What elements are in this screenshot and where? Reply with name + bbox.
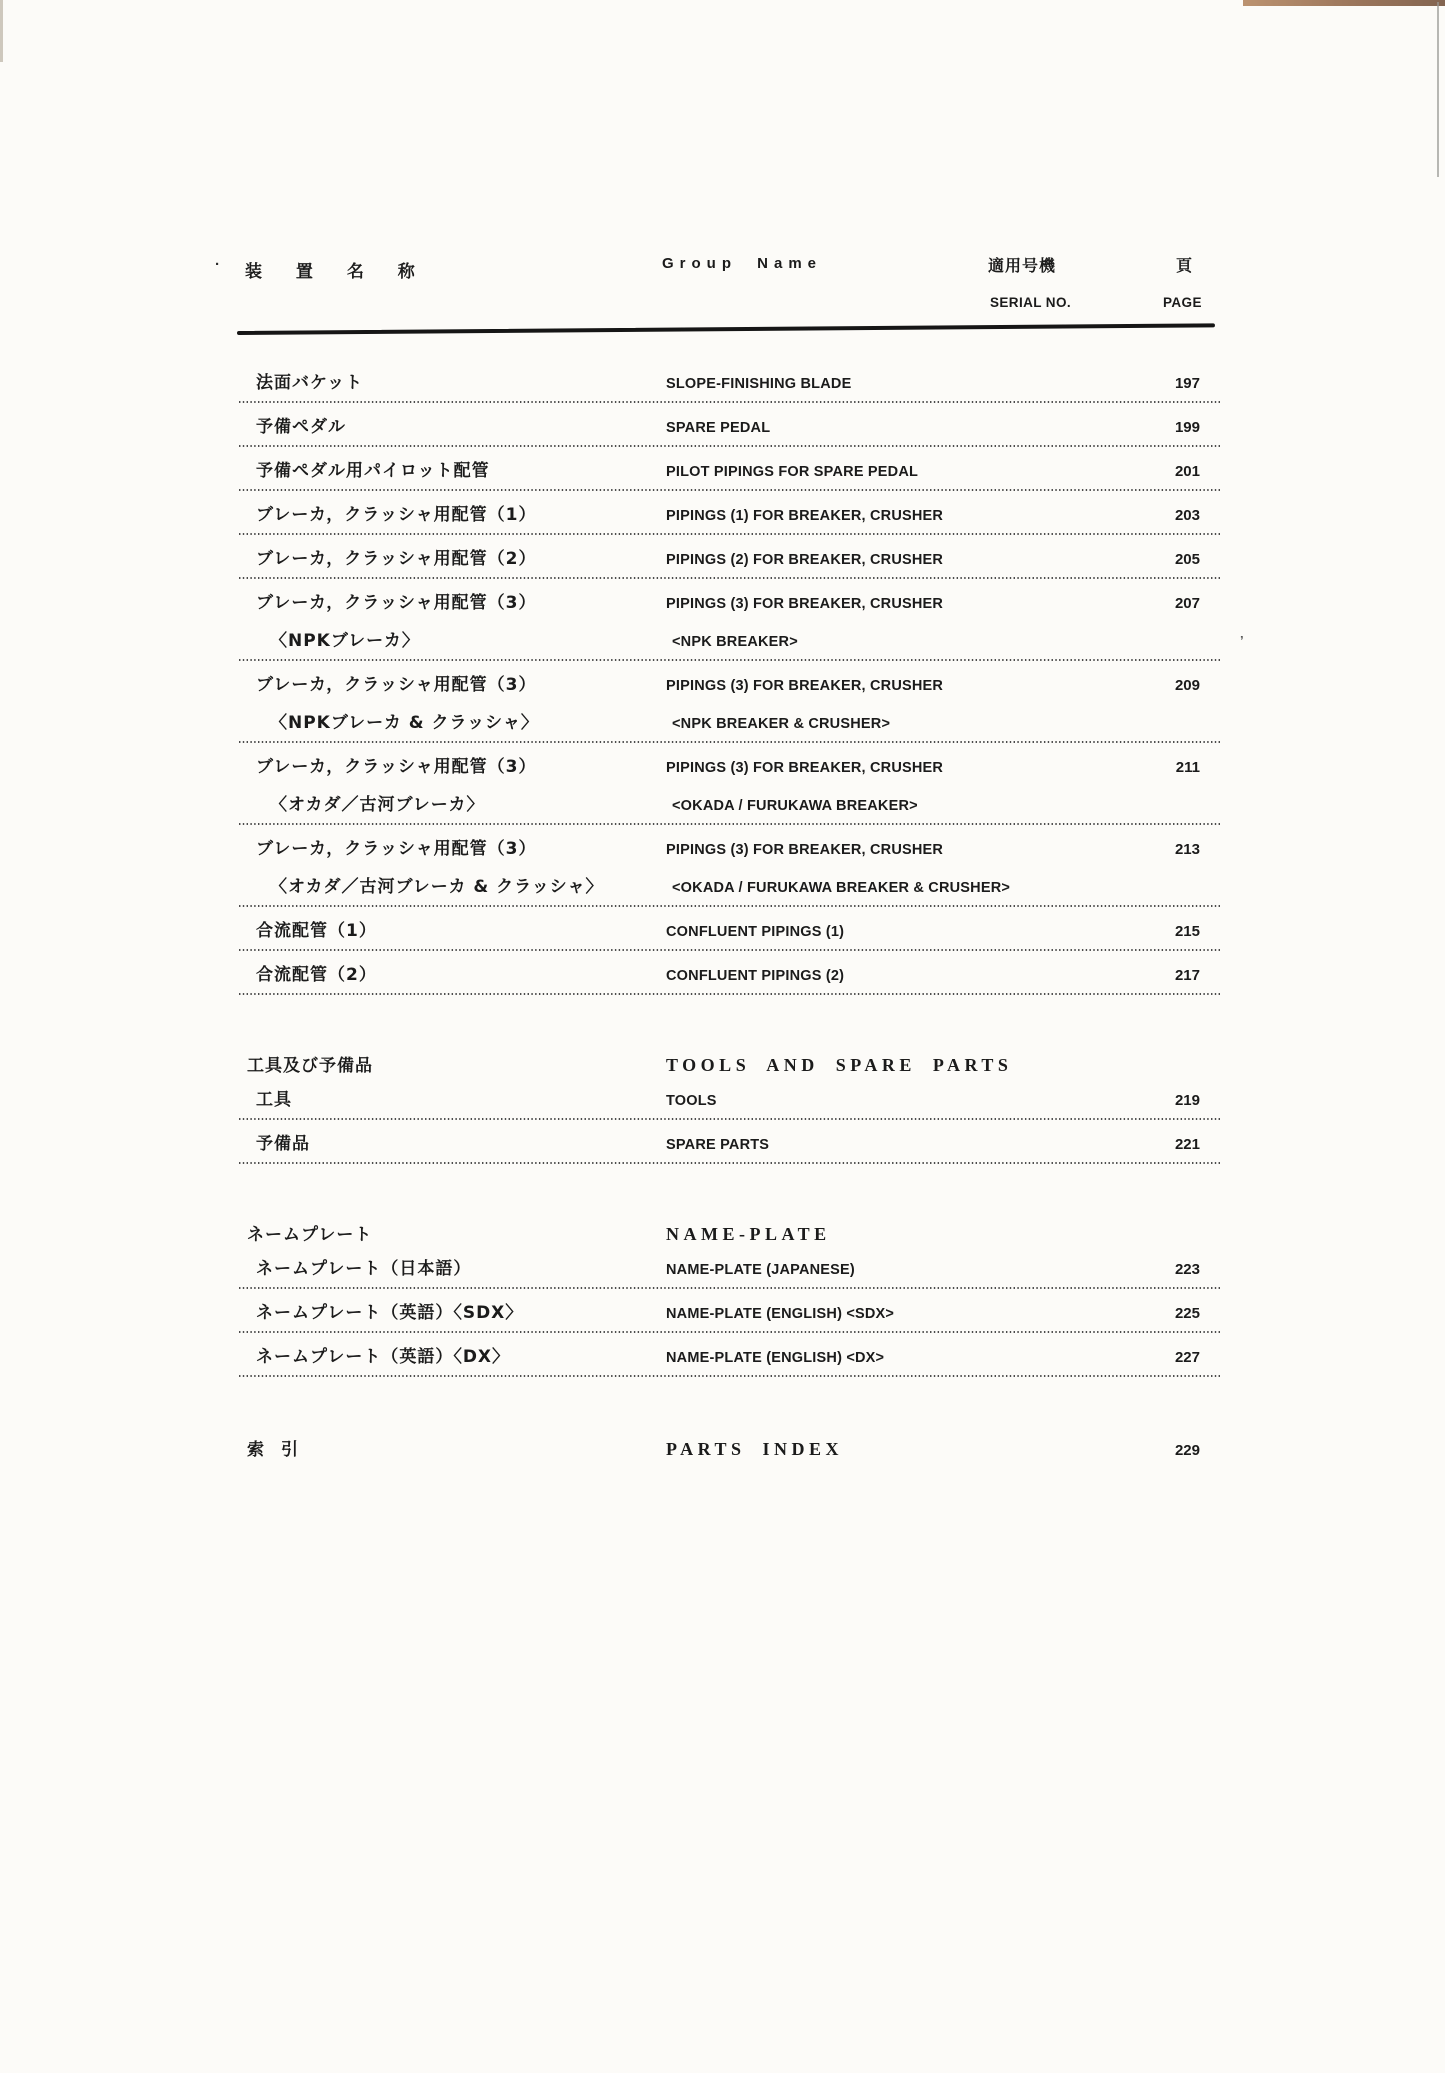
toc-row xyxy=(239,365,1220,409)
parts-index-row xyxy=(239,1437,1220,1463)
toc-row xyxy=(239,541,1220,585)
toc-row-main-line xyxy=(239,461,1220,482)
toc-row-title-en: PIPINGS (2) FOR BREAKER, CRUSHER xyxy=(666,552,944,568)
toc-row-subtitle-ja: 〈オカダ／古河ブレーカ〉 xyxy=(270,795,485,815)
section-heading xyxy=(239,1053,1220,1078)
dotted-separator xyxy=(239,1375,1220,1378)
toc-row-title-en: PIPINGS (3) FOR BREAKER, CRUSHER xyxy=(666,678,944,694)
toc-row-title-en: NAME-PLATE (ENGLISH) <SDX> xyxy=(666,1306,895,1322)
dotted-separator xyxy=(239,1331,1220,1334)
toc-row-title-en: PIPINGS (1) FOR BREAKER, CRUSHER xyxy=(666,508,944,524)
toc-row-subtitle-en: <OKADA / FURUKAWA BREAKER> xyxy=(672,798,918,814)
toc-row-subtitle-ja: 〈NPKブレーカ〉 xyxy=(270,631,420,651)
toc-row xyxy=(239,749,1220,831)
toc-body xyxy=(239,345,1220,1463)
dotted-separator xyxy=(239,993,1220,996)
scan-artifact-left-edge xyxy=(0,0,3,62)
toc-row-title-ja: 合流配管（1） xyxy=(256,921,377,941)
toc-row-main-line xyxy=(239,417,1220,438)
toc-row-subtitle-en: <OKADA / FURUKAWA BREAKER & CRUSHER> xyxy=(672,880,1011,896)
toc-row-title-en: PIPINGS (3) FOR BREAKER, CRUSHER xyxy=(666,760,944,776)
header-rule xyxy=(237,323,1215,335)
toc-row-main-line xyxy=(239,549,1220,570)
toc-row-main-line xyxy=(239,593,1220,614)
dotted-separator xyxy=(239,905,1220,908)
toc-row-page-number: 197 xyxy=(1174,375,1200,392)
toc-row-title-en: PIPINGS (3) FOR BREAKER, CRUSHER xyxy=(666,596,944,612)
column-header-serial-ja: 適用号機 xyxy=(988,256,1057,275)
dotted-separator xyxy=(239,533,1220,536)
section-title-en: NAME-PLATE xyxy=(666,1224,831,1244)
toc-row-subtitle-en: <NPK BREAKER> xyxy=(672,634,798,650)
toc-row xyxy=(239,913,1220,957)
toc-row-main-line xyxy=(239,373,1220,394)
toc-row-page-number: 219 xyxy=(1174,1092,1200,1109)
toc-row-title-en: SPARE PEDAL xyxy=(666,420,771,436)
toc-row-page-number: 225 xyxy=(1174,1305,1200,1322)
toc-row xyxy=(239,1339,1220,1383)
toc-row xyxy=(239,1295,1220,1339)
toc-row-subtitle-en: <NPK BREAKER & CRUSHER> xyxy=(672,716,891,732)
toc-row xyxy=(239,409,1220,453)
section-title-en: TOOLS AND SPARE PARTS xyxy=(666,1055,1013,1075)
section-title-ja: ネームプレート xyxy=(247,1225,373,1245)
dotted-separator xyxy=(239,401,1220,404)
toc-row-page-number: 217 xyxy=(1174,967,1200,984)
toc-row-title-ja: ネームプレート（日本語） xyxy=(256,1259,472,1279)
toc-row-title-ja: ブレーカ，クラッシャ用配管（1） xyxy=(256,505,537,525)
parts-index-page-number: 229 xyxy=(1174,1442,1200,1459)
dotted-separator xyxy=(239,949,1220,952)
column-header-page-en: PAGE xyxy=(1163,295,1202,310)
dotted-separator xyxy=(239,577,1220,580)
toc-row-title-ja: 工具 xyxy=(256,1090,292,1110)
toc-row-main-line xyxy=(239,757,1220,778)
toc-row xyxy=(239,1126,1220,1170)
toc-row-main-line xyxy=(239,1347,1220,1368)
toc-row-page-number: 207 xyxy=(1174,595,1200,612)
toc-row xyxy=(239,1082,1220,1126)
toc-row-page-number: 205 xyxy=(1174,551,1200,568)
toc-row-title-ja: 予備ペダル xyxy=(256,417,346,437)
toc-row-title-en: PIPINGS (3) FOR BREAKER, CRUSHER xyxy=(666,842,944,858)
toc-row-title-ja: ブレーカ，クラッシャ用配管（3） xyxy=(256,839,537,859)
toc-row-sub-line xyxy=(239,795,1220,816)
toc-row xyxy=(239,453,1220,497)
toc-row-main-line xyxy=(239,1090,1220,1111)
parts-index-title-en: PARTS INDEX xyxy=(666,1439,844,1459)
toc-row-title-ja: 法面バケット xyxy=(256,373,364,393)
toc-row-title-ja: ネームプレート（英語）〈SDX〉 xyxy=(256,1303,524,1323)
toc-row-main-line xyxy=(239,1259,1220,1280)
toc-row-title-ja: ブレーカ，クラッシャ用配管（2） xyxy=(256,549,537,569)
toc-row-sub-line xyxy=(239,631,1220,652)
dotted-separator xyxy=(239,823,1220,826)
toc-row-title-en: SLOPE-FINISHING BLADE xyxy=(666,376,852,392)
toc-row-title-ja: ネームプレート（英語）〈DX〉 xyxy=(256,1347,511,1367)
toc-row xyxy=(239,497,1220,541)
toc-row-title-en: PILOT PIPINGS FOR SPARE PEDAL xyxy=(666,464,919,480)
toc-row-title-en: NAME-PLATE (ENGLISH) <DX> xyxy=(666,1350,885,1366)
toc-row-title-en: TOOLS xyxy=(666,1093,717,1109)
toc-row-sub-line xyxy=(239,877,1220,898)
toc-row xyxy=(239,585,1220,667)
toc-row-main-line xyxy=(239,675,1220,696)
toc-row-page-number: 211 xyxy=(1175,759,1200,776)
toc-row-main-line xyxy=(239,839,1220,860)
toc-row-page-number: 227 xyxy=(1174,1349,1200,1366)
toc-row-title-ja: 予備品 xyxy=(256,1134,310,1154)
toc-row-title-ja: ブレーカ，クラッシャ用配管（3） xyxy=(256,593,537,613)
toc-row-main-line xyxy=(239,1134,1220,1155)
toc-row-title-ja: ブレーカ，クラッシャ用配管（3） xyxy=(256,675,537,695)
toc-row-title-en: NAME-PLATE (JAPANESE) xyxy=(666,1262,855,1278)
stray-ink-mark: ’ xyxy=(1240,633,1244,648)
toc-row-main-line xyxy=(239,965,1220,986)
toc-row xyxy=(239,667,1220,749)
dotted-separator xyxy=(239,445,1220,448)
column-header-serial-en: SERIAL NO. xyxy=(990,295,1072,310)
column-header-group-name: Group Name xyxy=(662,255,823,272)
scan-artifact-right-edge xyxy=(1437,2,1439,177)
toc-row-title-ja: 合流配管（2） xyxy=(256,965,377,985)
toc-row-page-number: 223 xyxy=(1174,1261,1200,1278)
toc-row xyxy=(239,957,1220,1001)
toc-row-page-number: 203 xyxy=(1174,507,1200,524)
toc-row-title-en: CONFLUENT PIPINGS (1) xyxy=(666,924,845,940)
toc-row-main-line xyxy=(239,505,1220,526)
toc-row-page-number: 221 xyxy=(1174,1136,1200,1153)
dotted-separator xyxy=(239,659,1220,662)
dotted-separator xyxy=(239,1287,1220,1290)
toc-row-title-ja: ブレーカ，クラッシャ用配管（3） xyxy=(256,757,537,777)
toc-row-title-en: SPARE PARTS xyxy=(666,1137,770,1153)
toc-row-title-ja: 予備ペダル用パイロット配管 xyxy=(256,461,490,481)
dotted-separator xyxy=(239,489,1220,492)
stray-ink-dot: · xyxy=(215,256,220,273)
toc-row-sub-line xyxy=(239,713,1220,734)
toc-row-page-number: 213 xyxy=(1174,841,1200,858)
parts-index-title-ja: 索 引 xyxy=(247,1440,298,1460)
toc-row-page-number: 209 xyxy=(1174,677,1200,694)
dotted-separator xyxy=(239,1162,1220,1165)
toc-row-main-line xyxy=(239,921,1220,942)
toc-row-page-number: 199 xyxy=(1174,419,1200,436)
dotted-separator xyxy=(239,1118,1220,1121)
toc-row-subtitle-ja: 〈NPKブレーカ & クラッシャ〉 xyxy=(270,713,539,733)
toc-row-page-number: 201 xyxy=(1174,463,1200,480)
column-header-device-name-ja: 装 置 名 称 xyxy=(245,262,429,282)
section-title-ja: 工具及び予備品 xyxy=(247,1056,373,1076)
scan-artifact-top-edge xyxy=(1243,0,1445,6)
column-header-page-ja: 頁 xyxy=(1176,256,1193,275)
toc-row xyxy=(239,831,1220,913)
toc-row xyxy=(239,1251,1220,1295)
section-heading xyxy=(239,1222,1220,1247)
toc-row-title-en: CONFLUENT PIPINGS (2) xyxy=(666,968,845,984)
toc-row-subtitle-ja: 〈オカダ／古河ブレーカ & クラッシャ〉 xyxy=(270,877,604,897)
toc-row-main-line xyxy=(239,1303,1220,1324)
toc-row-page-number: 215 xyxy=(1174,923,1200,940)
dotted-separator xyxy=(239,741,1220,744)
